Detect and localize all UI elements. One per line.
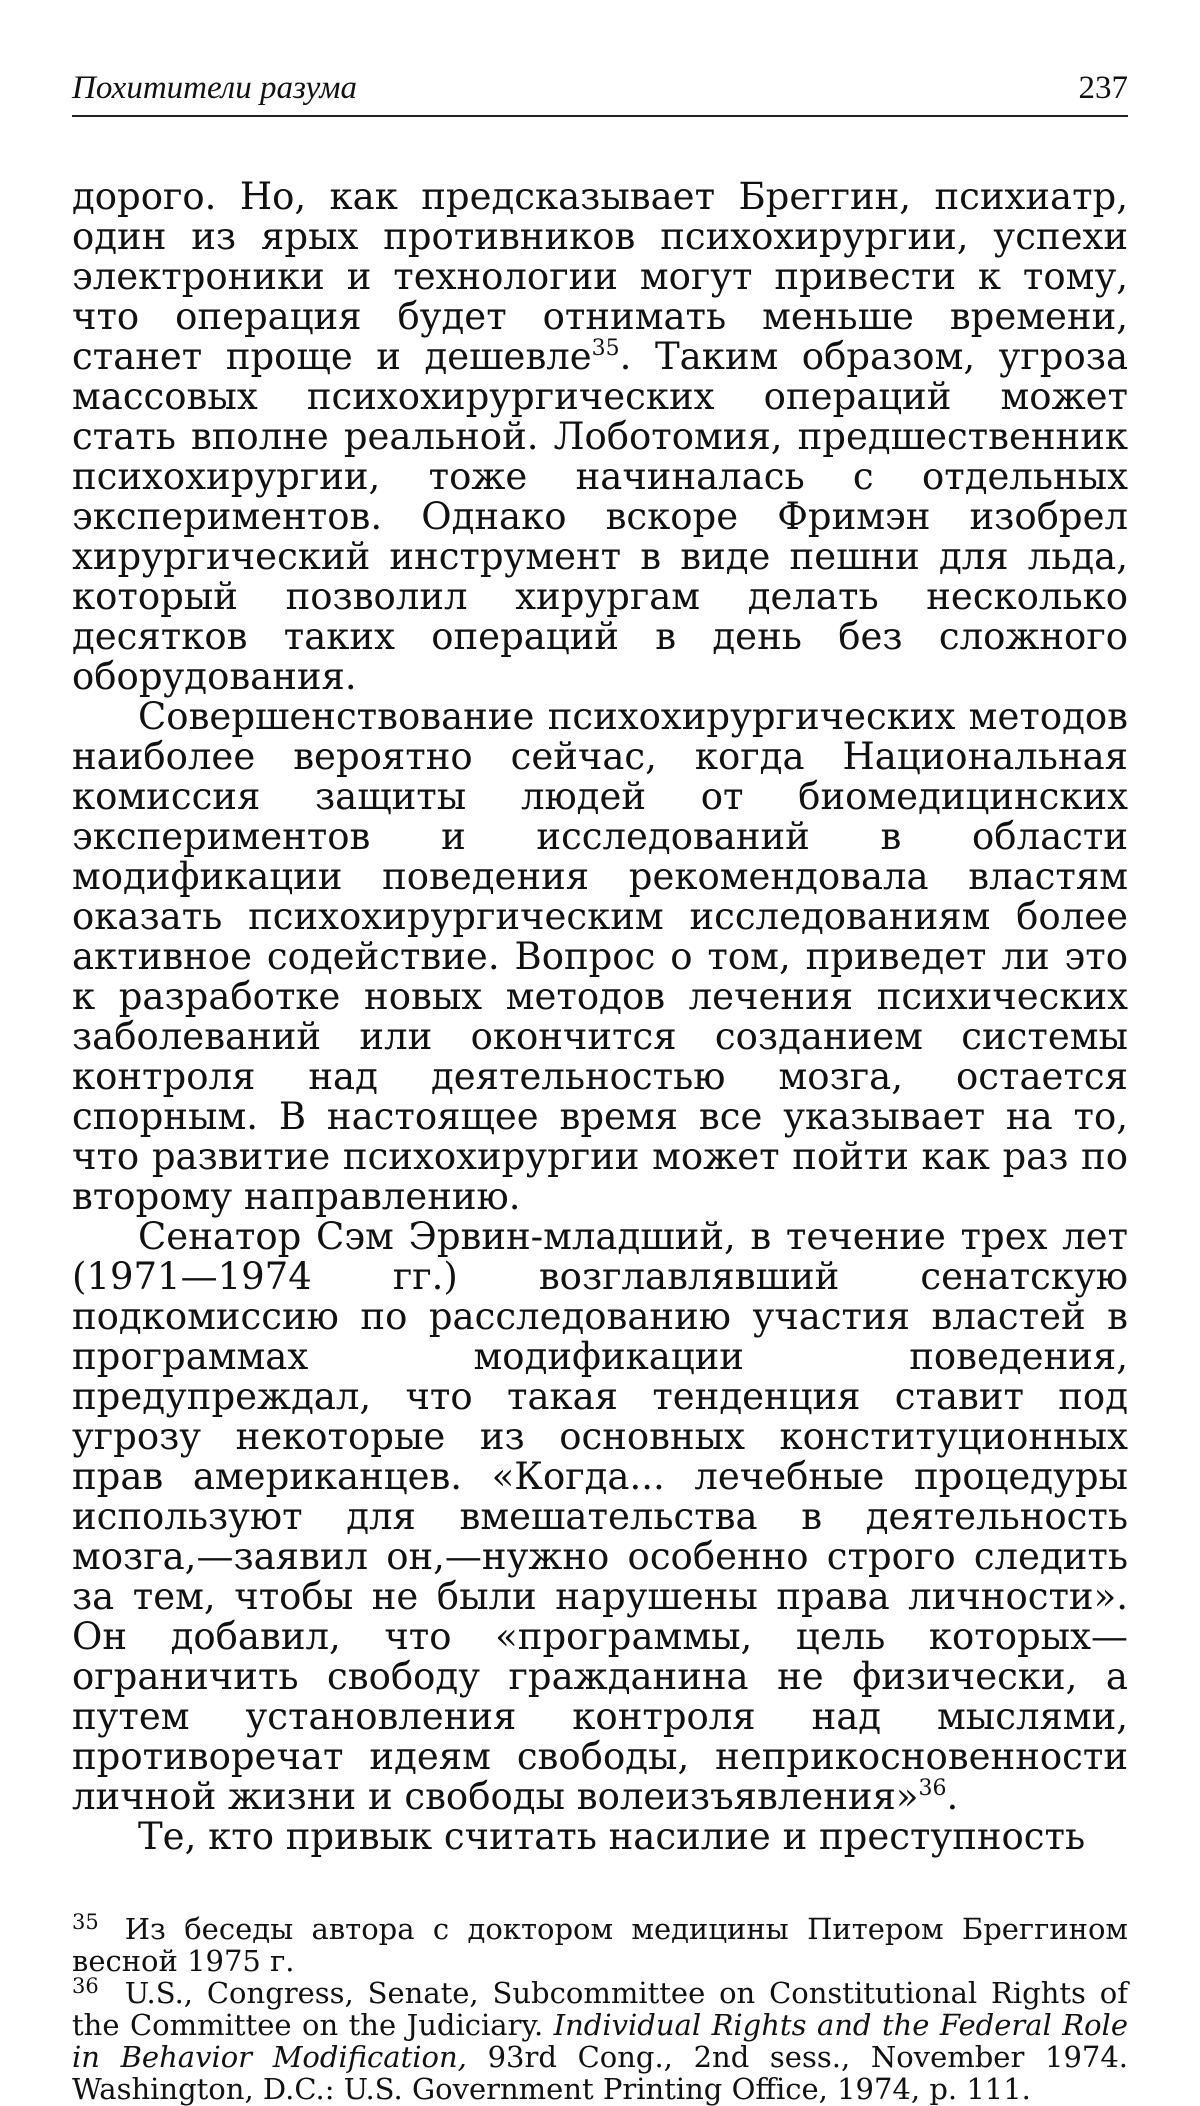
book-page [72,70,1128,2105]
footnotes [72,1910,1129,2106]
footnote-number: 35 [72,1910,99,1934]
paragraph-text: дорого. Но, как предсказывает Бреггин, психиатр, один из ярых противников психохирургии, успехи электроники и технологии могут привести к тому, что операция будет отнимать меньше времени, станет проще и дешевле [72,175,1128,378]
paragraph-text: Совершенствование психохирургических методов наиболее вероятно сейчас, когда Национальная комиссия защиты людей от биомедицинских экспериментов и исследований в области модификации поведения рекомендовала властям оказать психохирургическим исследованиям более активное содействие. Вопрос о том, приведет ли это к разработке новых методов лечения психических заболеваний или окончится созданием системы контроля над деятельностью мозга, остается спорным. В настоящее время все указывает на то, что развитие психохирургии может пойти как раз по второму направлению. [72,695,1128,1218]
footnote-text: Из беседы автора с доктором медицины Питером Бреггином весной 1975 г. [72,1912,1128,1978]
page-number: 237 [1078,70,1128,106]
paragraph-text: Те, кто привык считать насилие и преступность [138,1815,1086,1858]
page-header [72,70,1128,117]
footnote-text: U.S., Congress, Senate, Subcommittee on Constitutional Rights of the Committee on the Judiciary. [72,1976,1128,2042]
paragraph-text-tail: . [946,1775,959,1818]
paragraph-3 [72,1217,1128,1817]
footnote-35 [72,1910,1128,1978]
body-text [72,177,1128,1857]
running-title: Похитители разума [72,70,357,106]
paragraph-text: Сенатор Сэм Эрвин-младший, в течение трех лет (1971—1974 гг.) возглавлявший сенатскую подкомиссию по расследованию участия властей в программах модификации поведения, предупреждал, что такая тенденция ставит под угрозу некоторые из основных конституционных прав американцев. «Когда... лечебные процедуры используют для вмешательства в деятельность мозга,—заявил он,—нужно особенно строго следить за тем, чтобы не были нарушены права личности». Он добавил, что «программы, цель которых—ограничить свободу гражданина не физически, а путем установления контроля над мыслями, противоречат идеям свободы, неприкосновенности личной жизни и свободы волеизъявления» [72,1215,1128,1818]
paragraph-1 [72,177,1128,697]
footnote-ref-35: 35 [591,336,620,361]
paragraph-4 [72,1817,1128,1857]
footnote-source-title: Individual Rights and the Federal Role in Behavior Modification, [72,2008,1128,2074]
footnote-36 [72,1974,1129,2106]
paragraph-2 [72,697,1128,1217]
paragraph-text-tail: . Таким образом, угроза массовых психохирургических операций может стать вполне реальной. Лоботомия, предшественник психохирургии, тоже начиналась с отдельных экспериментов. Однако вскоре Фримэн изобрел хирургический инструмент в виде пешни для льда, который позволил хирургам делать несколько десятков таких операций в день без сложного оборудования. [72,335,1128,698]
footnote-ref-36: 36 [918,1776,947,1801]
footnote-text-tail: 93rd Cong., 2nd sess., November 1974. Washington, D.C.: U.S. Government Printing Office, 1974, p. 111. [72,2040,1129,2106]
footnote-number: 36 [72,1974,99,1998]
